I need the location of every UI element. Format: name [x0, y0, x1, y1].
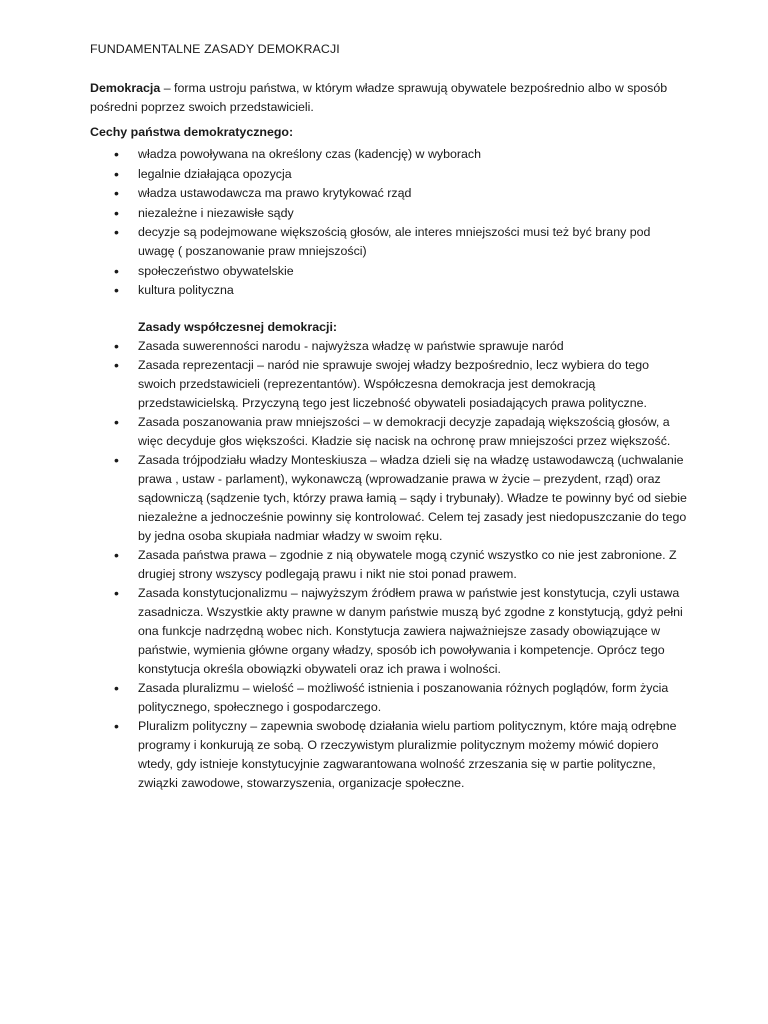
list-item: • kultura polityczna: [90, 281, 690, 300]
democracy-definition: [90, 79, 690, 117]
features-heading: Cechy państwa demokratycznego:: [90, 125, 294, 139]
list-item: • decyzje są podejmowane większością głosów, ale interes mniejszości musi też być brany pod uwagę ( poszanowanie praw mniejszości): [90, 223, 690, 261]
definition-text: – forma ustroju państwa, w którym władze sprawują obywatele bezpośrednio albo w sposób pośredni poprzez swoich przedstawicieli.: [90, 81, 668, 114]
definition-term: Demokracja: [90, 81, 161, 95]
list-item: • Zasada poszanowania praw mniejszości – w demokracji decyzje zapadają większością głosów, a więc decyduje głos większości. Kładzie się nacisk na ochronę praw mniejszości przez większość.: [90, 413, 690, 451]
list-item: • Zasada pluralizmu – wielość – możliwość istnienia i poszanowania różnych poglądów, form życia politycznego, społecznego i gospodarczego.: [90, 679, 690, 717]
features-list: [90, 145, 690, 300]
list-item: • Pluralizm polityczny – zapewnia swobodę działania wielu partiom politycznym, które mają odrębne programy i konkurują ze sobą. O rzeczywistym pluralizmie politycznym możemy mówić dopiero wtedy, gdy istnieje konstytucyjnie zagwarantowana wolność zrzeszania się w partie polityczne, związki zawodowe, stowarzyszenia, organizacje społeczne.: [90, 717, 690, 793]
list-item: • Zasada trójpodziału władzy Monteskiusza – władza dzieli się na władzę ustawodawczą (uchwalanie prawa , ustaw - parlament), wykonawczą (wprowadzanie prawa w życie – prezydent, rząd) oraz sądowniczą (sądzenie tych, którzy prawa łamią – sądy i trybunały). Władze te powinny być od siebie niezależne a jednocześnie powinny się kontrolować. Celem tej zasady jest niedopuszczanie do tego by jedna osoba skupiała nadmiar władzy w swoim ręku.: [90, 451, 690, 546]
list-item: • społeczeństwo obywatelskie: [90, 262, 690, 281]
document-title: FUNDAMENTALNE ZASADY DEMOKRACJI: [90, 42, 340, 56]
list-item: • władza ustawodawcza ma prawo krytykować rząd: [90, 184, 690, 203]
list-item: • Zasada konstytucjonalizmu – najwyższym źródłem prawa w państwie jest konstytucja, czyli ustawa zasadnicza. Wszystkie akty prawne w danym państwie muszą być zgodne z konstytucją, gdyż pełni ona funkcje nadrzędną wobec nich. Konstytucja zawiera najważniejsze zasady obowiązujące w państwie, wymienia główne organy władzy, sposób ich powoływania i kompetencje. Oprócz tego konstytucja określa obowiązki obywateli oraz ich prawa i wolności.: [90, 584, 690, 679]
list-item: • Zasada suwerenności narodu - najwyższa władzę w państwie sprawuje naród: [90, 337, 690, 356]
principles-heading: Zasady współczesnej demokracji:: [138, 320, 338, 334]
list-item: • władza powoływana na określony czas (kadencję) w wyborach: [90, 145, 690, 164]
principles-list: [90, 337, 690, 793]
list-item: • niezależne i niezawisłe sądy: [90, 204, 690, 223]
list-item: • legalnie działająca opozycja: [90, 165, 690, 184]
list-item: • Zasada reprezentacji – naród nie sprawuje swojej władzy bezpośrednio, lecz wybiera do tego swoich przedstawicieli (reprezentantów). Współczesna demokracja jest demokracją przedstawicielską. Przyczyną tego jest liczebność obywateli posiadających prawa polityczne.: [90, 356, 690, 413]
document-page: [90, 40, 690, 793]
list-item: • Zasada państwa prawa – zgodnie z nią obywatele mogą czynić wszystko co nie jest zabronione. Z drugiej strony wszyscy podlegają prawu i nikt nie stoi ponad prawem.: [90, 546, 690, 584]
